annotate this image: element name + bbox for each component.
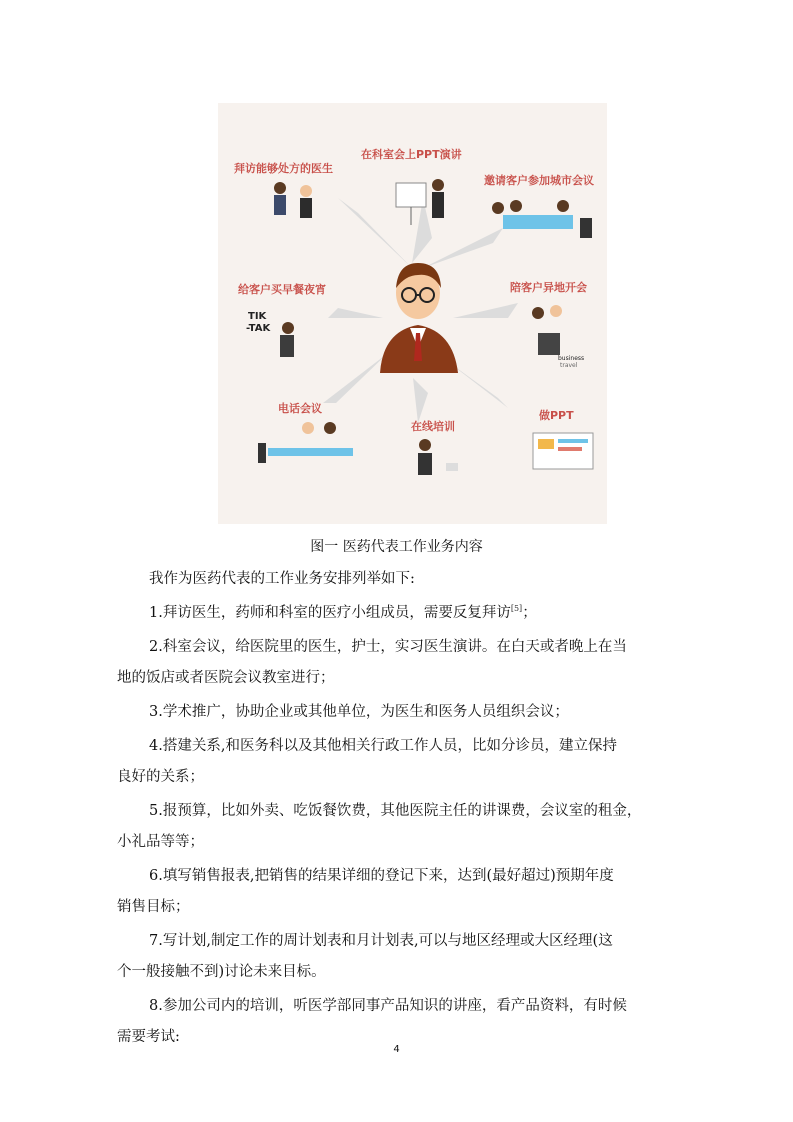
label-make-ppt: 做PPT — [539, 409, 574, 422]
list-item-5-line2: 小礼品等等； — [117, 834, 204, 850]
citation-ref: [5] — [510, 604, 523, 614]
scene-offsite-meeting — [532, 305, 562, 355]
figure-caption: 图一 医药代表工作业务内容 — [310, 539, 483, 555]
scene-buy-meals — [280, 322, 294, 357]
travel-word: travel — [560, 362, 578, 369]
list-item-8-line2: 需要考试: — [117, 1029, 180, 1045]
intro-paragraph: 我作为医药代表的工作业务安排列举如下: — [149, 571, 415, 587]
scene-online-training — [418, 439, 458, 475]
scene-make-ppt — [533, 433, 593, 469]
list-item-4-line1: 4.搭建关系,和医务科以及其他相关行政工作人员，比如分诊员，建立保持 — [149, 738, 617, 754]
list-item-4-line2: 良好的关系； — [117, 769, 204, 785]
list-item-1 — [149, 601, 537, 622]
list-item-2-line1: 2.科室会议，给医院里的医生，护士，实习医生演讲。在白天或者晚上在当 — [149, 639, 627, 655]
list-item-7-line2: 个一般接触不到)讨论未来目标。 — [117, 964, 326, 980]
label-phone-meeting: 电话会议 — [278, 402, 322, 415]
list-item-2-line2: 地的饭店或者医院会议教室进行； — [117, 670, 335, 686]
list-item-8-line1: 8.参加公司内的培训，听医学部同事产品知识的讲座，看产品资料，有时候 — [149, 998, 627, 1014]
label-visit-doctors: 拜访能够处方的医生 — [234, 162, 333, 175]
label-online-training: 在线培训 — [411, 420, 455, 433]
label-ppt-speech: 在科室会上PPT演讲 — [361, 148, 462, 161]
list-item-6-line1: 6.填写销售报表,把销售的结果详细的登记下来，达到(最好超过)预期年度 — [149, 868, 614, 884]
item1-text: 1.拜访医生，药师和科室的医疗小组成员，需要反复拜访 — [149, 605, 511, 621]
business-word: business — [558, 355, 585, 362]
list-item-5-line1: 5.报预算，比如外卖、吃饭餐饮费，其他医院主任的讲课费，会议室的租金， — [149, 803, 642, 819]
central-representative — [380, 263, 458, 373]
list-item-3: 3.学术推广，协助企业或其他单位，为医生和医务人员组织会议； — [149, 704, 569, 720]
item1-end: ； — [522, 605, 537, 621]
label-buy-meals: 给客户买早餐夜宵 — [238, 283, 326, 296]
tiktak-top: TIK — [248, 311, 267, 322]
label-offsite-meeting: 陪客户异地开会 — [510, 281, 587, 294]
tiktak-bottom: -TAK — [246, 323, 271, 334]
page-number: 4 — [393, 1044, 400, 1055]
scene-phone-meeting — [258, 422, 353, 463]
scene-visit-doctors — [274, 182, 312, 218]
scene-city-meeting — [492, 200, 592, 238]
list-item-7-line1: 7.写计划,制定工作的周计划表和月计划表,可以与地区经理或大区经理(这 — [149, 933, 613, 949]
work-content-illustration — [218, 103, 607, 524]
list-item-6-line2: 销售目标； — [117, 899, 190, 915]
label-invite-clients: 邀请客户参加城市会议 — [484, 174, 594, 187]
